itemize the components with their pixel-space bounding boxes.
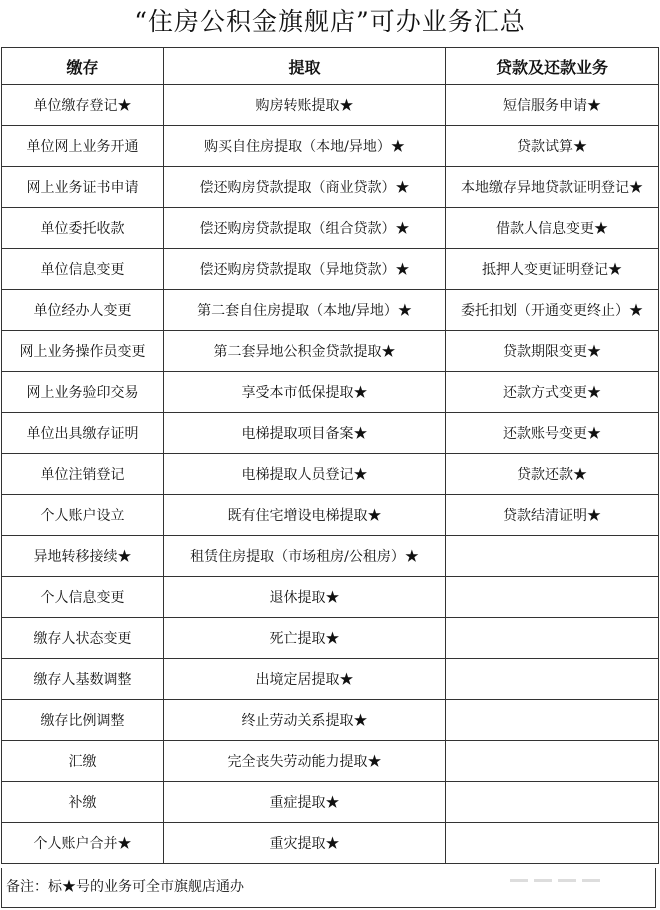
table-row [2, 495, 659, 536]
withdrawal-cell: 租赁住房提取（市场租房/公租房）★ [164, 536, 446, 577]
loan-cell: 贷款结清证明★ [446, 495, 659, 536]
loan-cell [446, 700, 659, 741]
header-withdrawal: 提取 [164, 48, 446, 85]
deposit-cell: 单位注销登记 [2, 454, 164, 495]
loan-cell: 贷款试算★ [446, 126, 659, 167]
table-row [2, 85, 659, 126]
withdrawal-cell: 购买自住房提取（本地/异地）★ [164, 126, 446, 167]
page-title: “住房公积金旗舰店”可办业务汇总 [134, 7, 526, 36]
table-row [2, 290, 659, 331]
table-row [2, 782, 659, 823]
loan-cell [446, 659, 659, 700]
withdrawal-cell: 电梯提取项目备案★ [164, 413, 446, 454]
loan-cell [446, 536, 659, 577]
withdrawal-cell: 出境定居提取★ [164, 659, 446, 700]
table-row [2, 700, 659, 741]
loan-cell [446, 577, 659, 618]
deposit-cell: 网上业务证书申请 [2, 167, 164, 208]
deposit-cell: 补缴 [2, 782, 164, 823]
table-row [2, 331, 659, 372]
loan-cell: 委托扣划（开通变更终止）★ [446, 290, 659, 331]
header-deposit: 缴存 [2, 48, 164, 85]
table-row [2, 618, 659, 659]
withdrawal-cell: 终止劳动关系提取★ [164, 700, 446, 741]
loan-cell: 抵押人变更证明登记★ [446, 249, 659, 290]
loan-cell [446, 823, 659, 864]
loan-cell: 短信服务申请★ [446, 85, 659, 126]
deposit-cell: 缴存比例调整 [2, 700, 164, 741]
withdrawal-cell: 第二套自住房提取（本地/异地）★ [164, 290, 446, 331]
deposit-cell: 单位委托收款 [2, 208, 164, 249]
table-row [2, 659, 659, 700]
loan-cell: 还款账号变更★ [446, 413, 659, 454]
withdrawal-cell: 偿还购房贷款提取（商业贷款）★ [164, 167, 446, 208]
watermark [510, 867, 630, 875]
withdrawal-cell: 完全丧失劳动能力提取★ [164, 741, 446, 782]
table-row [2, 454, 659, 495]
withdrawal-cell: 死亡提取★ [164, 618, 446, 659]
deposit-cell: 缴存人基数调整 [2, 659, 164, 700]
loan-cell [446, 618, 659, 659]
deposit-cell: 个人账户设立 [2, 495, 164, 536]
deposit-cell: 缴存人状态变更 [2, 618, 164, 659]
table-row [2, 413, 659, 454]
table-row [2, 372, 659, 413]
table-row [2, 208, 659, 249]
header-loan: 贷款及还款业务 [446, 48, 659, 85]
business-table [1, 47, 659, 864]
withdrawal-cell: 第二套异地公积金贷款提取★ [164, 331, 446, 372]
deposit-cell: 单位出具缴存证明 [2, 413, 164, 454]
deposit-cell: 个人信息变更 [2, 577, 164, 618]
table-row [2, 577, 659, 618]
deposit-cell: 网上业务操作员变更 [2, 331, 164, 372]
deposit-cell: 单位信息变更 [2, 249, 164, 290]
table-row [2, 741, 659, 782]
withdrawal-cell: 购房转账提取★ [164, 85, 446, 126]
deposit-cell: 异地转移接续★ [2, 536, 164, 577]
withdrawal-cell: 重灾提取★ [164, 823, 446, 864]
withdrawal-cell: 重症提取★ [164, 782, 446, 823]
loan-cell: 本地缴存异地贷款证明登记★ [446, 167, 659, 208]
deposit-cell: 单位缴存登记★ [2, 85, 164, 126]
footnote: 备注：标★号的业务可全市旗舰店通办 [1, 868, 656, 908]
deposit-cell: 个人账户合并★ [2, 823, 164, 864]
loan-cell [446, 782, 659, 823]
loan-cell: 贷款还款★ [446, 454, 659, 495]
withdrawal-cell: 既有住宅增设电梯提取★ [164, 495, 446, 536]
table-header-row [2, 48, 659, 85]
table-row [2, 823, 659, 864]
deposit-cell: 网上业务验印交易 [2, 372, 164, 413]
loan-cell: 贷款期限变更★ [446, 331, 659, 372]
loan-cell [446, 741, 659, 782]
table-row [2, 126, 659, 167]
loan-cell: 还款方式变更★ [446, 372, 659, 413]
table-row [2, 167, 659, 208]
loan-cell: 借款人信息变更★ [446, 208, 659, 249]
withdrawal-cell: 享受本市低保提取★ [164, 372, 446, 413]
withdrawal-cell: 偿还购房贷款提取（异地贷款）★ [164, 249, 446, 290]
table-row [2, 249, 659, 290]
withdrawal-cell: 退休提取★ [164, 577, 446, 618]
withdrawal-cell: 电梯提取人员登记★ [164, 454, 446, 495]
deposit-cell: 单位经办人变更 [2, 290, 164, 331]
withdrawal-cell: 偿还购房贷款提取（组合贷款）★ [164, 208, 446, 249]
table-row [2, 536, 659, 577]
deposit-cell: 单位网上业务开通 [2, 126, 164, 167]
deposit-cell: 汇缴 [2, 741, 164, 782]
